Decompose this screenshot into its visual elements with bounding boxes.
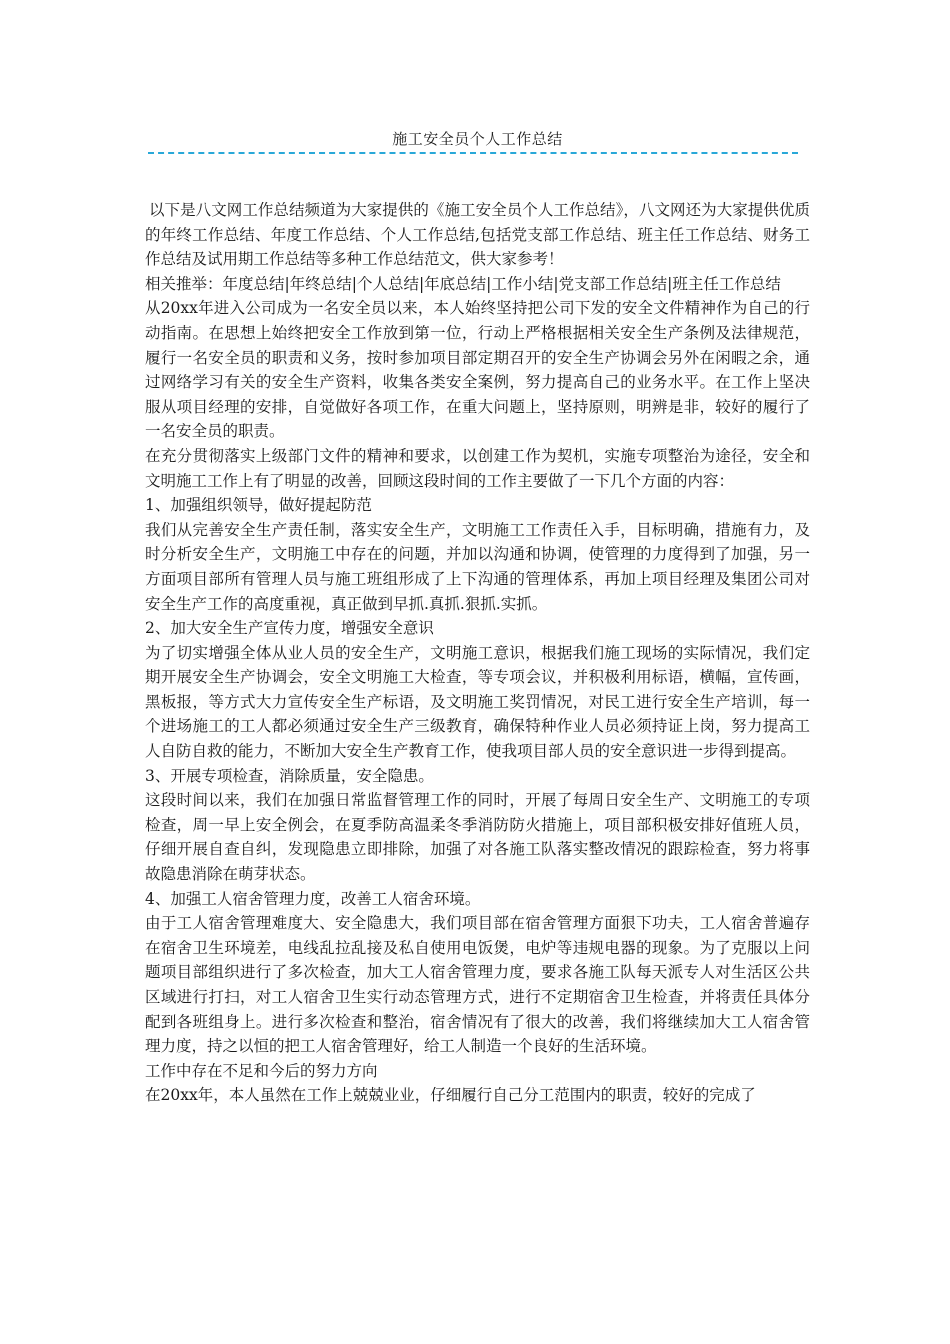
section-heading: 2、加大安全生产宣传力度，增强安全意识 xyxy=(145,619,434,638)
body-paragraph: 由于工人宿舍管理难度大、安全隐患大，我们项目部在宿舍管理方面狠下功夫，工人宿舍普遍存在宿舍卫生环境差，电线乱拉乱接及私自使用电饭煲，电炉等违规电器的现象。为了克服以上问题项目部组织进行了多次检查，加大工人宿舍管理力度，要求各施工队每天派专人对生活区公共区域进行打扫，对工人宿舍卫生实行动态管理方式，进行不定期宿舍卫生检查，并将责任具体分配到各班组身上。进行多次检查和整治，宿舍情况有了很大的改善，我们将继续加大工人宿舍管理力度，持之以恒的把工人宿舍管理好，给工人制造一个良好的生活环境。 xyxy=(145,914,810,1056)
body-paragraph: 为了切实增强全体从业人员的安全生产，文明施工意识，根据我们施工现场的实际情况，我们定期开展安全生产协调会，安全文明施工大检查，等专项会议，并积极利用标语，横幅，宣传画，黑板报，等方式大力宣传安全生产标语，及文明施工奖罚情况，对民工进行安全生产培训，每一个进场施工的工人都必须通过安全生产三级教育，确保特种作业人员必须持证上岗，努力提高工人自防自救的能力，不断加大安全生产教育工作，使我项目部人员的安全意识进一步得到提高。 xyxy=(145,643,810,761)
document-body xyxy=(145,198,810,1108)
body-paragraph: 在20xx年，本人虽然在工作上兢兢业业，仔细履行自己分工范围内的职责，较好的完成了 xyxy=(145,1086,756,1105)
body-paragraph: 我们从完善安全生产责任制，落实安全生产，文明施工工作责任入手，目标明确，措施有力，及时分析安全生产，文明施工中存在的问题，并加以沟通和协调，使管理的力度得到了加强，另一方面项目部所有管理人员与施工班组形成了上下沟通的管理体系，再加上项目经理及集团公司对安全生产工作的高度重视，真正做到早抓.真抓.狠抓.实抓。 xyxy=(145,520,810,613)
document-title: 施工安全员个人工作总结 xyxy=(392,130,563,148)
section-heading: 4、加强工人宿舍管理力度，改善工人宿舍环境。 xyxy=(145,889,481,908)
document-page xyxy=(145,0,810,1108)
section-heading: 1、加强组织领导，做好提起防范 xyxy=(145,496,372,515)
body-paragraph: 在充分贯彻落实上级部门文件的精神和要求，以创建工作为契机，实施专项整治为途径，安全和文明施工工作上有了明显的改善，回顾这段时间的工作主要做了一下几个方面的内容： xyxy=(145,446,810,490)
intro-paragraph: 以下是八文网工作总结频道为大家提供的《施工安全员个人工作总结》，八文网还为大家提供优质的年终工作总结、年度工作总结、个人工作总结,包括党支部工作总结、班主任工作总结、财务工作总结及试用期工作总结等多种工作总结范文，供大家参考！ xyxy=(145,201,810,269)
body-paragraph: 这段时间以来，我们在加强日常监督管理工作的同时，开展了每周日安全生产、文明施工的专项检查，周一早上安全例会，在夏季防高温柔冬季消防防火措施上，项目部积极安排好值班人员，仔细开展自查自纠，发现隐患立即排除，加强了对各施工队落实整改情况的跟踪检查，努力将事故隐患消除在萌芽状态。 xyxy=(145,791,810,884)
body-paragraph: 从20xx年进入公司成为一名安全员以来，本人始终坚持把公司下发的安全文件精神作为自己的行动指南。在思想上始终把安全工作放到第一位，行动上严格根据相关安全生产条例及法律规范，履行一名安全员的职责和义务，按时参加项目部定期召开的安全生产协调会另外在闲暇之余，通过网络学习有关的安全生产资料，收集各类安全案例，努力提高自己的业务水平。在工作上坚决服从项目经理的安排，自觉做好各项工作，在重大问题上，坚持原则，明辨是非，较好的履行了一名安全员的职责。 xyxy=(145,299,810,441)
section-heading: 3、开展专项检查，消除质量，安全隐患。 xyxy=(145,766,434,785)
related-links-paragraph: 相关推举：年度总结|年终总结|个人总结|年底总结|工作小结|党支部工作总结|班主任工作总结 xyxy=(145,274,781,293)
section-heading: 工作中存在不足和今后的努力方向 xyxy=(145,1061,378,1080)
title-divider xyxy=(148,152,798,154)
